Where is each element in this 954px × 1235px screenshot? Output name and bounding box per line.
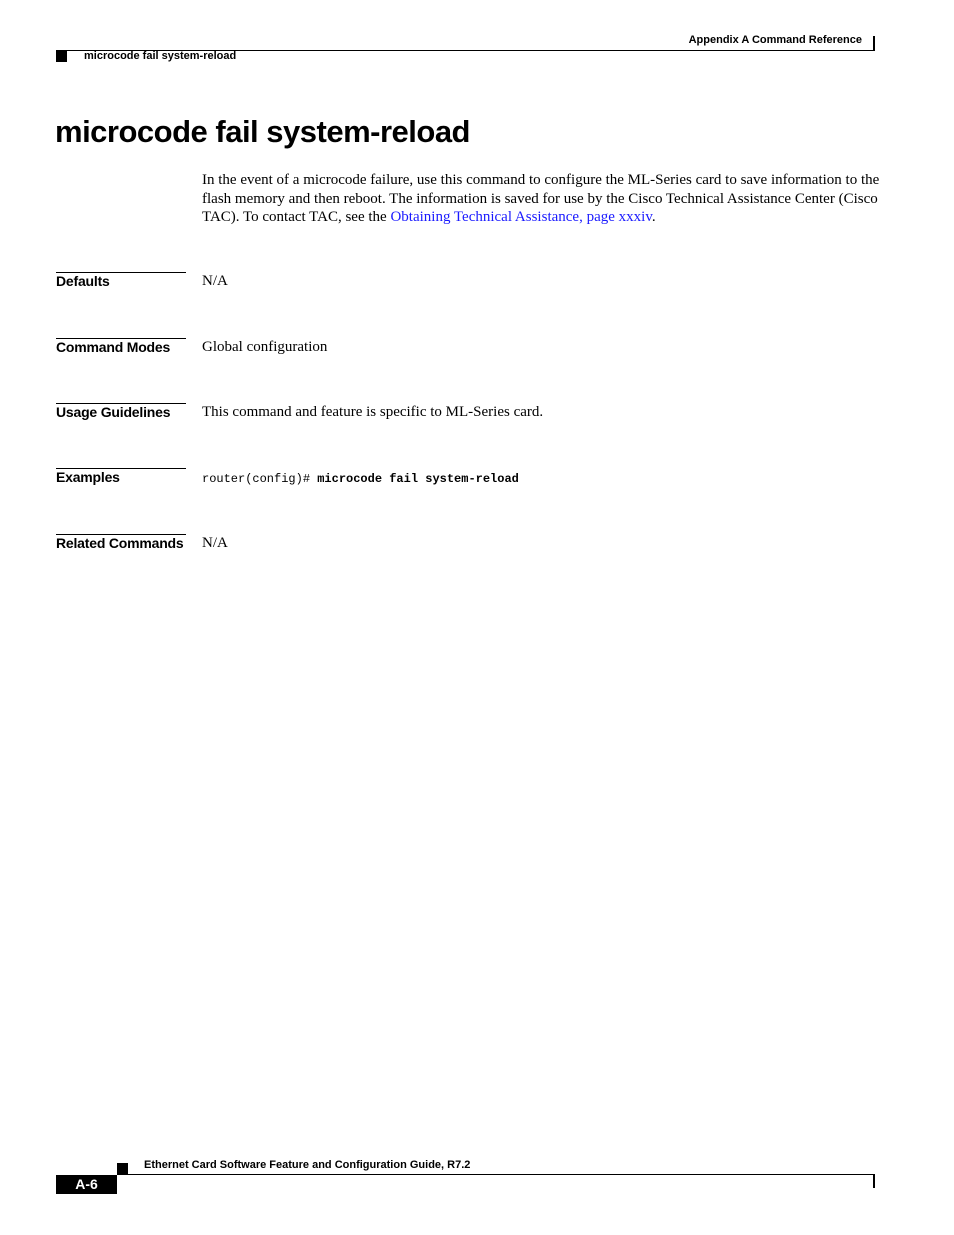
usage-guidelines-body: This command and feature is specific to ML-Series card. [202,404,544,420]
example-command: microcode fail system-reload [317,472,519,486]
header-chapter: Appendix A Command Reference [688,34,862,46]
command-modes-body: Global configuration [202,339,328,355]
header-marker [56,51,67,62]
intro-paragraph [202,171,882,227]
related-commands-label: Related Commands [56,535,184,551]
header-tick [873,36,875,51]
header-section: microcode fail system-reload [84,50,237,62]
page-title: microcode fail system-reload [55,114,470,149]
command-modes-label: Command Modes [56,339,171,355]
intro-text: In the event of a microcode failure, use this command to configure the ML-Series card to save information to the flash memory and then reboot. The information is saved for use by the Cisco Technical Assistance Center (Cisco TAC). To contact TAC, see the [202,172,880,225]
intro-text-end: . [651,209,656,225]
defaults-body: N/A [202,273,228,289]
usage-guidelines-label: Usage Guidelines [56,404,171,420]
examples-label: Examples [56,469,120,485]
footer-marker [117,1163,128,1174]
defaults-label: Defaults [56,273,110,289]
tac-link[interactable]: Obtaining Technical Assistance, page xxxiv [390,209,652,225]
page-number: A-6 [56,1175,117,1194]
example-prompt: router(config)# [202,472,318,486]
example-code [202,472,519,486]
related-commands-body: N/A [202,535,228,551]
footer-guide-title: Ethernet Card Software Feature and Configuration Guide, R7.2 [144,1159,471,1171]
footer-tick [873,1175,875,1188]
footer-rule [117,1174,875,1175]
